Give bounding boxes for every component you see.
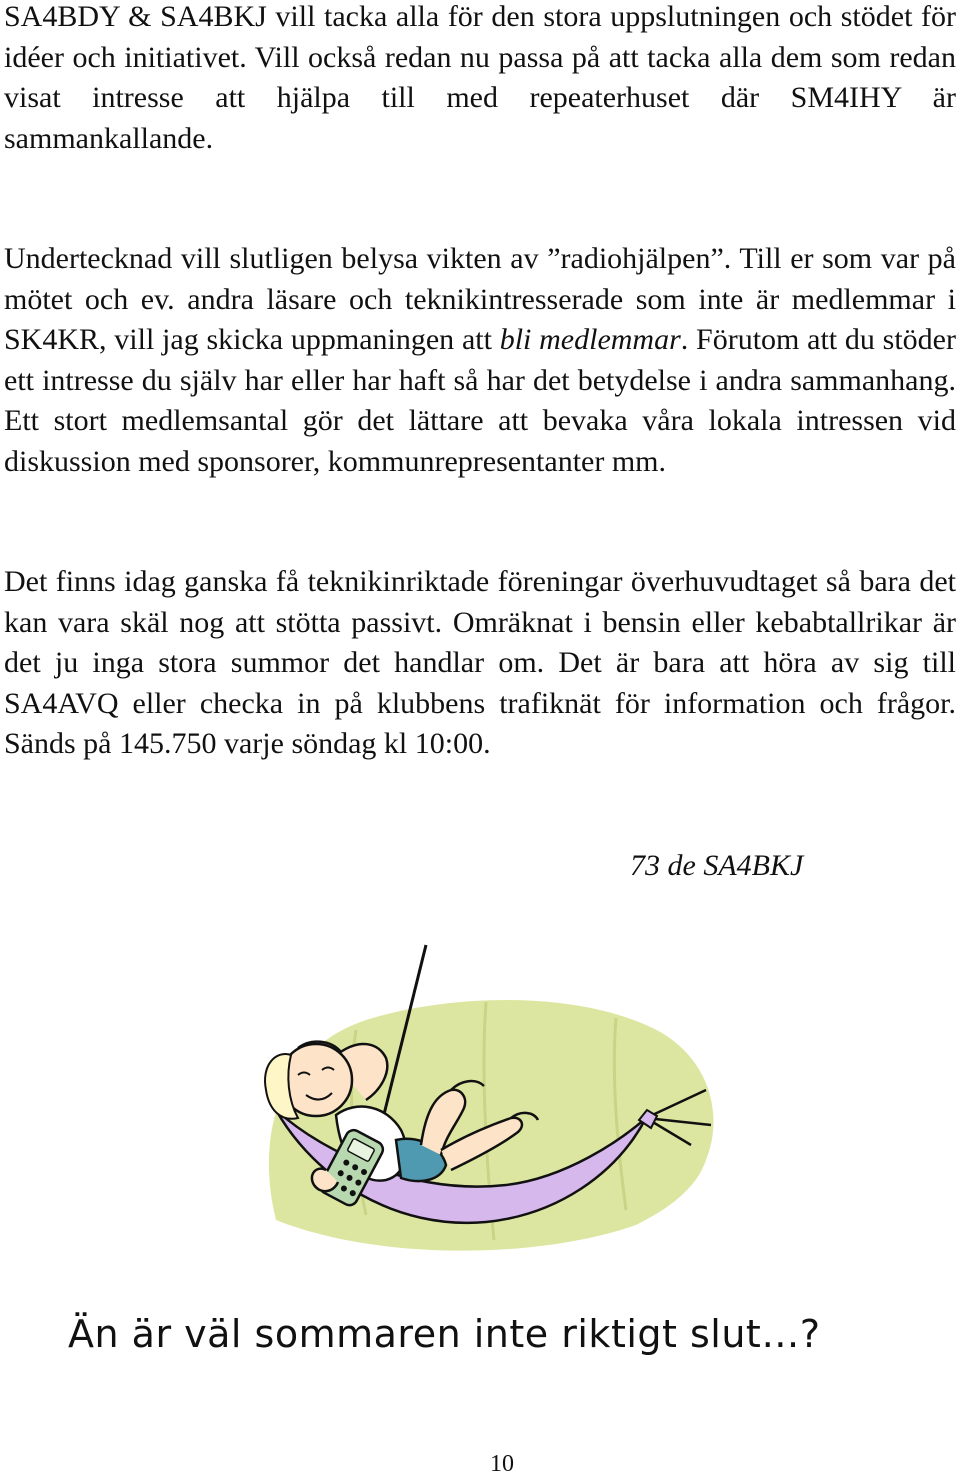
signature: 73 de SA4BKJ (630, 849, 804, 882)
paragraph-membership-text-end: . Förutom att du stöder ett intresse du själv har eller har haft så har det betydelse i andra sammanhang. Ett stort medlemsantal gör det lättare att bevaka våra lokala intressen vid diskussion med sponsorer, kommunrepresentanter mm. (4, 323, 956, 478)
paragraph-thanks (4, 0, 956, 159)
paragraph-support (4, 562, 956, 765)
paragraph-membership-text-start: Undertecknad vill slutligen belysa vikten av ”radiohjälpen”. Till er som var på mötet och ev. andra läsare och teknikintresserade som inte är medlemmar i SK4KR, vill jag skicka uppmaningen att (4, 242, 956, 356)
page-number: 10 (490, 1451, 514, 1477)
paragraph-thanks-text: SA4BDY & SA4BKJ vill tacka alla för den stora uppslutningen och stödet för idéer och initiativet. Vill också redan nu passa på att tacka alla dem som redan visat intresse att hjälpa till med repeaterhuset där SM4IHY är sammankallande. (4, 0, 956, 155)
tagline: Än är väl sommaren inte riktigt slut…? (68, 1312, 821, 1356)
paragraph-support-text: Det finns idag ganska få teknikinriktade föreningar överhuvudtaget så bara det kan vara skäl nog att stötta passivt. Omräknat i bensin eller kebabtallrikar är det ju inga stora summor det handlar om. Det är bara att höra av sig till SA4AVQ eller checka in på klubbens trafiknät för information och frågor. Sänds på 145.750 varje söndag kl 10:00. (4, 565, 956, 760)
hammock-radio-illustration (236, 940, 736, 1260)
paragraph-membership (4, 239, 956, 482)
emphasis-bli-medlemmar: bli medlemmar (499, 323, 681, 356)
